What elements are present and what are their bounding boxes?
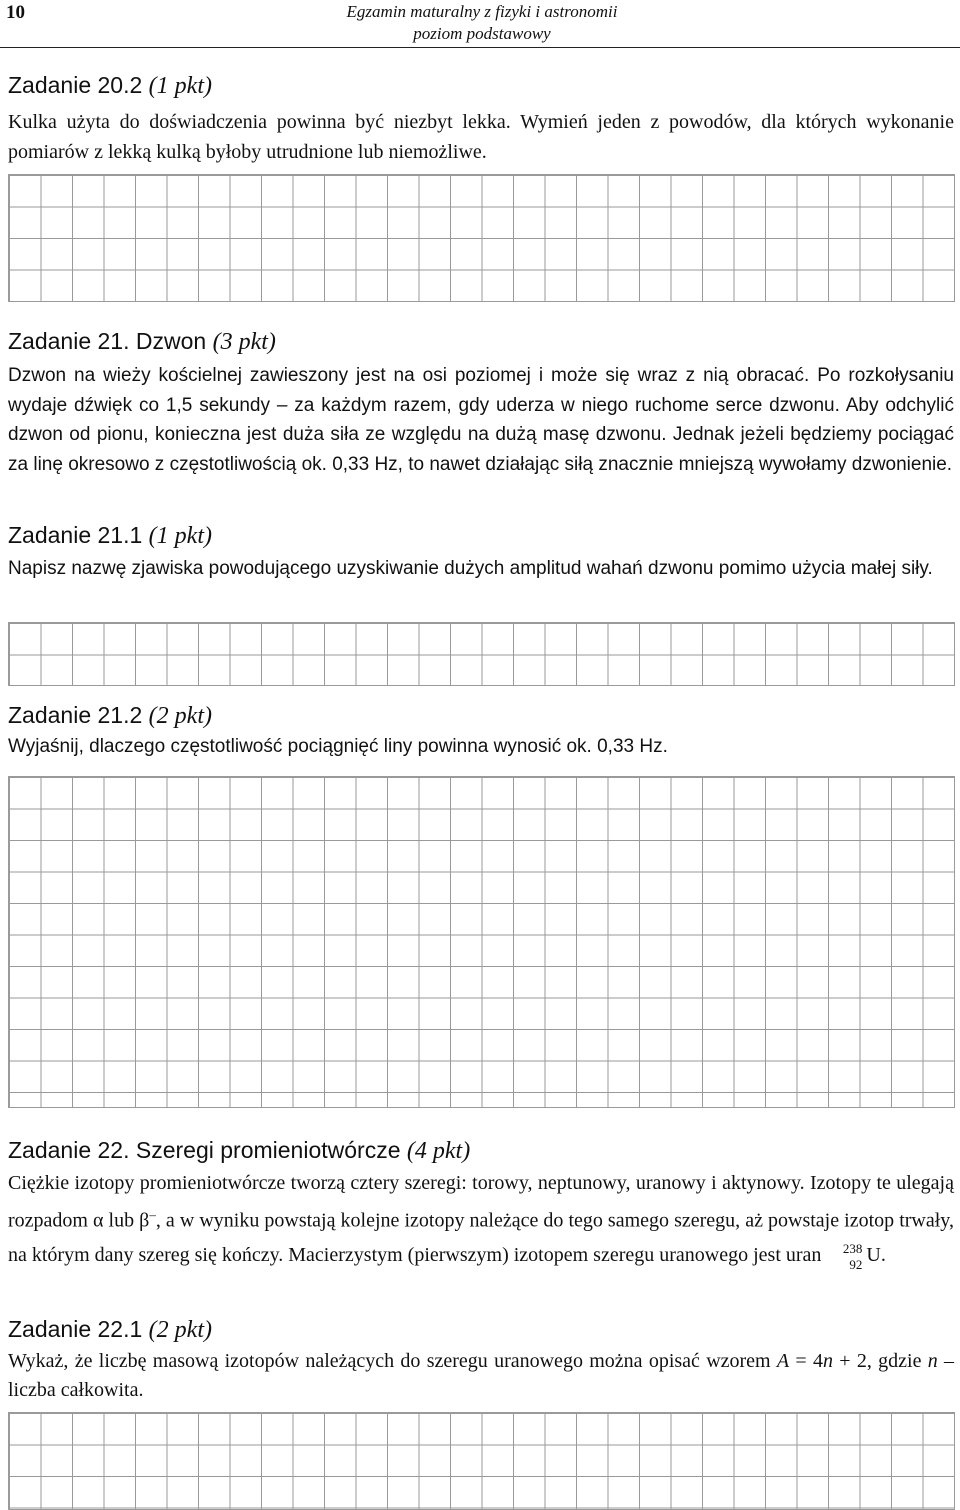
answer-grid-21-1[interactable] <box>8 622 955 686</box>
task-number: Zadanie 21.1 <box>8 522 143 548</box>
task-22-text-part1: Ciężkie izotopy promieniotwórcze tworzą cztery szeregi: torowy, neptunowy, uranowy i aktynowy. Izotopy te ulegają rozpadom α lub β <box>8 1172 954 1232</box>
header-divider <box>0 47 960 48</box>
answer-grid-21-2[interactable] <box>8 776 955 1108</box>
task-22-text <box>8 1168 954 1271</box>
exam-title-line1: Egzamin maturalny z fizyki i astronomii <box>346 2 618 21</box>
mass-number: 238 <box>842 1240 863 1256</box>
task-21-1-heading <box>8 522 212 550</box>
task-points: (2 pkt) <box>148 703 212 729</box>
formula-end: + 2, gdzie <box>833 1350 928 1372</box>
task-points: (2 pkt) <box>148 1317 212 1343</box>
task-points: (1 pkt) <box>148 73 212 99</box>
page-number: 10 <box>6 2 25 23</box>
formula-n: n <box>823 1350 833 1372</box>
answer-grid-22-1[interactable] <box>8 1412 955 1510</box>
answer-grid-20-2[interactable] <box>8 174 955 302</box>
task-21-2-text: Wyjaśnij, dlaczego częstotliwość pociągnięć liny powinna wynosić ok. 0,33 Hz. <box>8 736 668 757</box>
task-points: (3 pkt) <box>212 329 276 355</box>
task-number: Zadanie 22.1 <box>8 1316 143 1342</box>
task-points: (1 pkt) <box>148 523 212 549</box>
exam-title <box>312 1 652 45</box>
sentence-end: . <box>880 1243 886 1266</box>
formula-A: A <box>776 1350 790 1372</box>
task-22-text-part2: , a w wyniku powstają kolejne izotopy należące do tego samego szeregu, aż powstaje izotop trwały, na którym dany szereg się kończy. Macierzystym (pierwszym) izotopem szeregu uranowego jest uran <box>8 1209 955 1266</box>
task-20-2-heading <box>8 72 212 100</box>
task-21-2-heading <box>8 702 212 730</box>
element-symbol: U <box>866 1243 881 1266</box>
task-20-2-text: Kulka użyta do doświadczenia powinna być niezbyt lekka. Wymień jeden z powodów, dla których wykonanie pomiarów z lekką kulką byłoby utrudnione lub niemożliwe. <box>8 111 954 163</box>
exam-title-line2: poziom podstawowy <box>413 24 551 43</box>
task-21-heading <box>8 328 276 356</box>
task-22-heading <box>8 1137 470 1165</box>
task-22-1-text-part2: – liczba całkowita. <box>8 1350 955 1401</box>
task-21-text: Dzwon na wieży kościelnej zawieszony jest na osi poziomej i może się wraz z nią obracać. Po rozkołysaniu wydaje dźwięk co 1,5 sekundy – za każdym razem, gdy uderza w niego ruchome serce dzwonu. Aby odchylić dzwon od pionu, konieczna jest duża siła ze względu na dużą masę dzwonu. Jednak jeżeli będziemy pociągać za linę okresowo z częstotliwością ok. 0,33 Hz, to nawet działając siłą znacznie mniejszą wywołamy dzwonienie. <box>8 365 954 475</box>
formula-mid: = 4 <box>789 1350 823 1372</box>
task-22-1-text-part1: Wykaż, że liczbę masową izotopów należących do szeregu uranowego można opisać wzorem <box>8 1350 771 1372</box>
task-22-1-heading <box>8 1316 212 1344</box>
task-number: Zadanie 22. <box>8 1137 130 1163</box>
task-points: (4 pkt) <box>406 1138 471 1164</box>
task-title: Dzwon <box>135 328 207 354</box>
task-22-1-text <box>8 1347 954 1405</box>
task-21-1-text: Napisz nazwę zjawiska powodującego uzyskiwanie dużych amplitud wahań dzwonu pomimo użycia małej siły. <box>8 558 933 579</box>
task-number: Zadanie 21.2 <box>8 702 143 728</box>
task-number: Zadanie 21. <box>8 328 130 354</box>
beta-minus-superscript: – <box>149 1207 156 1222</box>
page-header <box>0 0 960 48</box>
uranium-nuclide-notation <box>826 1237 866 1272</box>
task-title: Szeregi promieniotwórcze <box>135 1137 401 1163</box>
task-number: Zadanie 20.2 <box>8 72 143 98</box>
atomic-number: 92 <box>849 1256 863 1272</box>
formula-n2: n <box>927 1350 938 1372</box>
